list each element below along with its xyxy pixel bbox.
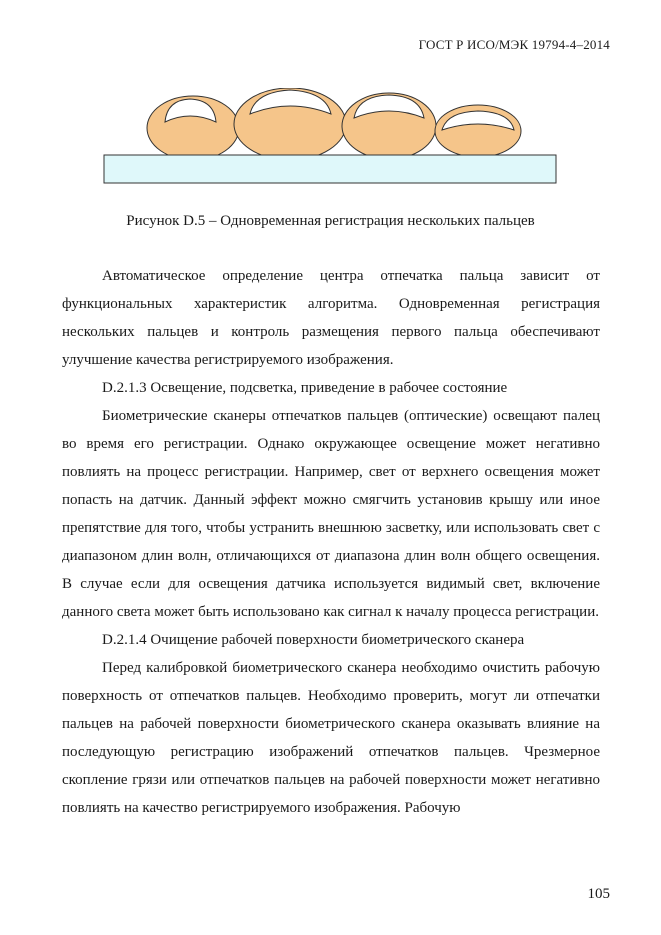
scanner-platen (104, 155, 556, 183)
body-text (62, 262, 600, 822)
finger-3 (342, 93, 436, 159)
document-header: ГОСТ Р ИСО/МЭК 19794-4–2014 (418, 37, 610, 52)
finger-4 (435, 105, 521, 157)
figure-caption: Рисунок D.5 – Одновременная регистрация нескольких пальцев (126, 213, 535, 229)
finger-1 (147, 96, 239, 160)
paragraph: Биометрические сканеры отпечатков пальцев (оптические) освещают палец во время его регистрации. Однако окружающее освещение может негативно повлиять на процесс регистрации. Например, свет от верхнего освещения может попасть на датчик. Данный эффект можно смягчить установив крышу или иное препятствие для того, чтобы устранить внешнюю засветку, или использовать свет с диапазоном длин волн, отличающихся от диапазона длин волн общего освещения. В случае если для освещения датчика используется видимый свет, включение данного света может быть использовано как сигнал к началу процесса регистрации. (62, 408, 600, 620)
fingers-on-scanner-figure (100, 88, 560, 188)
paragraph: Перед калибровкой биометрического сканера необходимо очистить рабочую поверхность от отпечатков пальцев. Необходимо проверить, могут ли отпечатки пальцев на рабочей поверхности биометрического сканера оказывать влияние на последующую регистрацию изображений отпечатков пальцев. Чрезмерное скопление грязи или отпечатков пальцев на рабочей поверхности может негативно повлиять на качество регистрируемого изображения. Рабочую (62, 660, 600, 816)
page-number: 105 (587, 886, 610, 902)
section-heading: D.2.1.3 Освещение, подсветка, приведение в рабочее состояние (102, 380, 508, 396)
paragraph: Автоматическое определение центра отпечатка пальца зависит от функциональных характеристик алгоритма. Одновременная регистрация нескольких пальцев и контроль размещения первого пальца обеспечивают улучшение качества регистрируемого изображения. (62, 268, 600, 368)
section-heading: D.2.1.4 Очищение рабочей поверхности биометрического сканера (102, 632, 525, 648)
finger-2 (234, 88, 346, 160)
